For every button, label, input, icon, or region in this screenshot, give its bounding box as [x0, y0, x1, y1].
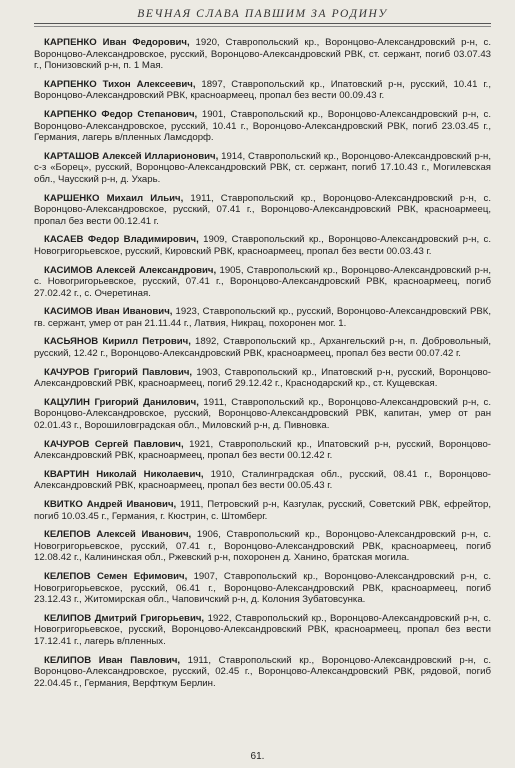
entry-name: КАЦУЛИН Григорий Данилович, — [44, 396, 199, 408]
list-item — [34, 397, 491, 432]
entry-text: 1903, Ставропольский кр., Ипатовский р-н, русский, Воронцово-Александровский РВК, красноармеец, погиб 29.12.42 г., Краснодарский кр., ст. Кущевская. — [34, 366, 492, 390]
entry-name: КАСАЕВ Федор Владимирович, — [44, 234, 199, 246]
entry-text: 1914, Ставропольский кр., Воронцово-Александровский р-н, с-з «Борец», русский, Воронцово-Александровский РВК, ст. сержант, погиб 17.10.43 г., Могилевская обл., Чаусский р-н, д. Ухарь. — [34, 150, 491, 185]
entry-list — [34, 37, 491, 689]
entry-text: 1911, Ставропольский кр., Воронцово-Александровский р-н, с. Воронцово-Александровское, русский, 02.45 г., Воронцово-Александровский РВК, рядовой, погиб 22.04.45 г., Германия, Верфткум Берлин. — [34, 654, 491, 689]
header-rule — [34, 23, 491, 24]
entry-name: КАСИМОВ Алексей Александрович, — [44, 264, 217, 276]
list-item — [34, 529, 491, 564]
entry-name: КЕЛЕПОВ Семен Ефимович, — [44, 570, 188, 582]
list-item — [34, 336, 491, 359]
list-item — [34, 655, 491, 690]
entry-name: КАСИМОВ Иван Иванович, — [44, 306, 173, 318]
entry-text: 1906, Ставропольский кр., Воронцово-Александровский р-н, с. Новогригорьевское, русский, 07.41 г., Воронцово-Александровский РВК, красноармеец, погиб 12.08.42 г., Калининская обл., Ржевский р-н, похоронен д. Ханино, братская могила. — [34, 529, 491, 564]
entry-name: КАСЬЯНОВ Кирилл Петрович, — [44, 336, 191, 348]
header-title: ВЕЧНАЯ СЛАВА ПАВШИМ ЗА РОДИНУ — [137, 8, 388, 20]
list-item — [34, 439, 491, 462]
entry-text: 1905, Ставропольский кр., Воронцово-Александровский р-н, с. Новогригорьевское, русский, 07.41 г., Воронцово-Александровский РВК, красноармеец, погиб 27.02.42 г., с. Очеретиная. — [34, 264, 491, 299]
list-item — [34, 37, 491, 72]
list-item — [34, 265, 491, 300]
list-item — [34, 151, 491, 186]
list-item — [34, 571, 491, 606]
list-item — [34, 234, 491, 257]
entry-text: 1911, Ставропольский кр., Воронцово-Александровский р-н, с. Воронцово-Александровское, русский, 07.41 г., Воронцово-Александровский РВК, красноармеец, пропал без вести 00.12.41 г. — [34, 192, 492, 227]
entry-text: 1910, Сталинградская обл., русский, 08.41 г., Воронцово-Александровский РВК, красноармеец, пропал без вести 00.05.43 г. — [34, 468, 491, 492]
list-item — [34, 499, 491, 522]
entry-name: КАРПЕНКО Федор Степанович, — [44, 108, 198, 120]
running-header — [34, 0, 491, 27]
entry-text: 1907, Ставропольский кр., Воронцово-Александровский р-н, с. Новогригорьевское, русский, 06.41 г., Воронцово-Александровский РВК, красноармеец, погиб 23.12.43 г., Житомирская обл., Чаповичский р-н, д. Колония Зубатовсунка. — [34, 570, 491, 606]
list-item — [34, 367, 491, 390]
entry-name: КЕЛЕПОВ Алексей Иванович, — [44, 529, 192, 541]
entry-name: КВАРТИН Николай Николаевич, — [44, 468, 204, 480]
entry-name: КВИТКО Андрей Иванович, — [44, 499, 177, 510]
entry-text: 1921, Ставропольский кр., Ипатовский р-н, русский, Воронцово-Александровский РВК, красноармеец, пропал без вести 00.12.42 г. — [34, 438, 491, 462]
entry-text: 1920, Ставропольский кр., Воронцово-Александровский р-н, с. Воронцово-Александровское, русский, Воронцово-Александровский РВК, ст. сержант, погиб 03.07.43 г., Понизовский р-н, п. 1 Мая. — [34, 37, 491, 72]
entry-text: 1909, Ставропольский кр., Воронцово-Александровский р-н, с. Новогригорьевское, русский, Кировский РВК, красноармеец, пропал без вести 00.03.43 г. — [34, 234, 491, 257]
entry-name: КАРШЕНКО Михаил Ильич, — [44, 192, 184, 204]
list-item — [34, 306, 491, 329]
entry-text: 1897, Ставропольский кр., Ипатовский р-н, русский, 10.41 г., Воронцово-Александровский РВК, красноармеец, пропал без вести 00.09.43 г. — [34, 78, 491, 102]
list-item — [34, 193, 491, 228]
list-item — [34, 109, 491, 144]
page-number: 61. — [250, 751, 265, 762]
entry-name: КАЧУРОВ Сергей Павлович, — [44, 438, 184, 450]
list-item — [34, 469, 491, 492]
entry-text: 1923, Ставропольский кр., русский, Воронцово-Александровский РВК, гв. сержант, умер от ран 21.11.44 г., Латвия, Никрац, похоронен мог. 1. — [34, 306, 492, 329]
entry-text: 1922, Ставропольский кр., Воронцово-Александровский р-н, с. Новогригорьевское, русский, Воронцово-Александровский РВК, красноармеец, пропал без вести 17.12.41 г., лагерь в/пленных. — [34, 612, 491, 647]
entry-name: КЕЛИПОВ Иван Павлович, — [44, 654, 181, 666]
list-item — [34, 79, 491, 102]
entry-text: 1911, Петровский р-н, Казгулак, русский, Советский РВК, ефрейтор, погиб 10.03.45 г., Германия, г. Кюстрин, с. Штомберг. — [34, 499, 491, 522]
entry-name: КАРТАШОВ Алексей Илларионович, — [44, 150, 219, 162]
list-item — [34, 613, 491, 648]
entry-name: КАЧУРОВ Григорий Павлович, — [44, 366, 193, 378]
entry-text: 1892, Ставропольский кр., Архангельский р-н, п. Добровольный, русский, 12.42 г., Воронцово-Александровский РВК, красноармеец, пропал без вести 00.07.42 г. — [34, 336, 491, 360]
entry-text: 1901, Ставропольский кр., Воронцово-Александровский р-н, с. Воронцово-Александровское, русский, 10.41 г., Воронцово-Александровский РВК, погиб 23.03.45 г., Германия, лагерь в/пленных Ламсдорф. — [34, 108, 491, 144]
entry-name: КЕЛИПОВ Дмитрий Григорьевич, — [44, 612, 205, 624]
entry-name: КАРПЕНКО Иван Федорович, — [44, 37, 190, 48]
header-rule-secondary — [34, 26, 491, 27]
entry-text: 1911, Ставропольский кр., Воронцово-Александровский р-н, с. Воронцово-Александровское, русский, Воронцово-Александровский РВК, капитан, умер от ран 02.01.43 г., Ворошиловградская обл., Миловский р-н, д. Пивновка. — [34, 396, 491, 432]
entry-name: КАРПЕНКО Тихон Алексеевич, — [44, 78, 196, 90]
